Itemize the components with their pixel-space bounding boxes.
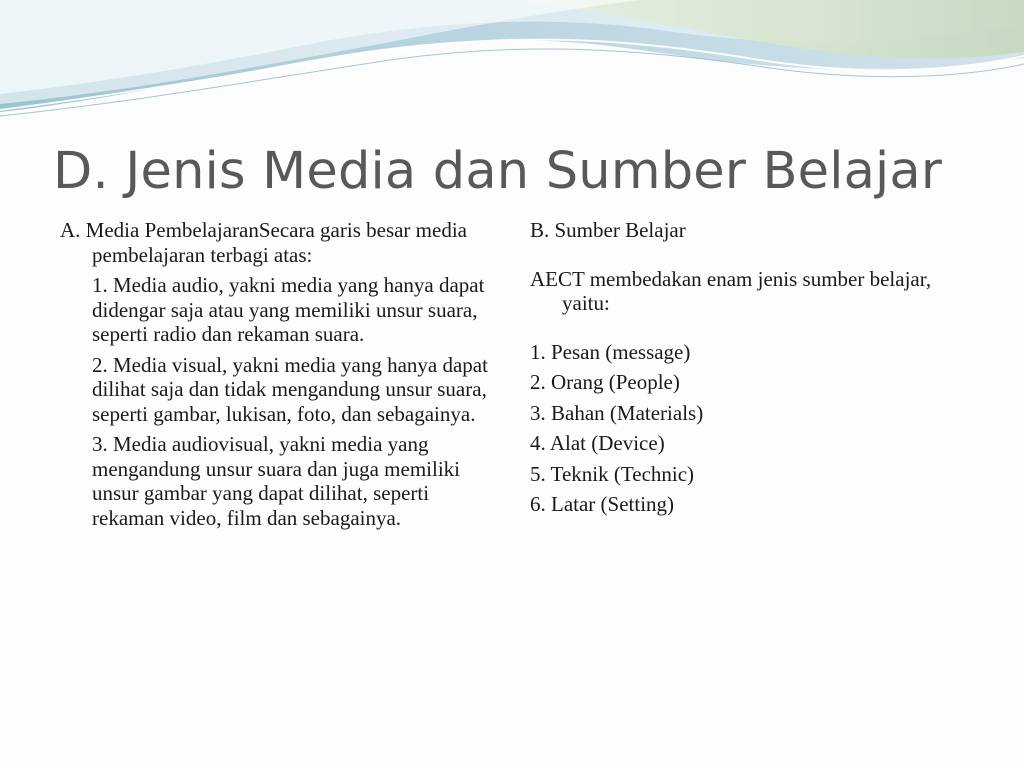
header-wave-decoration — [0, 0, 1024, 130]
slide-title: D. Jenis Media dan Sumber Belajar — [53, 142, 943, 201]
media-item-audiovisual: 3. Media audiovisual, yakni media yang mengandung unsur suara dan juga memiliki unsur gambar yang dapat dilihat, seperti rekaman video, film dan sebagainya. — [92, 432, 461, 530]
sumber-list — [530, 340, 970, 517]
list-item: 3. Bahan (Materials) — [530, 400, 704, 425]
sumber-heading: B. Sumber Belajar — [530, 218, 686, 242]
list-item: 5. Teknik (Technic) — [530, 461, 695, 486]
list-item: 4. Alat (Device) — [530, 431, 665, 455]
left-column — [60, 218, 500, 530]
media-item-visual: 2. Media visual, yakni media yang hanya dapat dilihat saja dan tidak mengandung unsur suara, seperti gambar, lukisan, foto, dan sebagainya. — [92, 352, 488, 426]
list-item: 1. Pesan (message) — [530, 339, 691, 364]
list-item: 2. Orang (People) — [530, 370, 680, 394]
media-item-audio: 1. Media audio, yakni media yang hanya dapat didengar saja atau yang memiliki unsur suara, seperti radio dan rekaman suara. — [92, 273, 485, 346]
right-column — [530, 218, 970, 523]
media-heading: A. Media PembelajaranSecara garis besar media pembelajaran terbagi atas: — [60, 218, 467, 267]
sumber-intro: AECT membedakan enam jenis sumber belajar, yaitu: — [530, 266, 932, 315]
list-item: 6. Latar (Setting) — [530, 492, 675, 516]
